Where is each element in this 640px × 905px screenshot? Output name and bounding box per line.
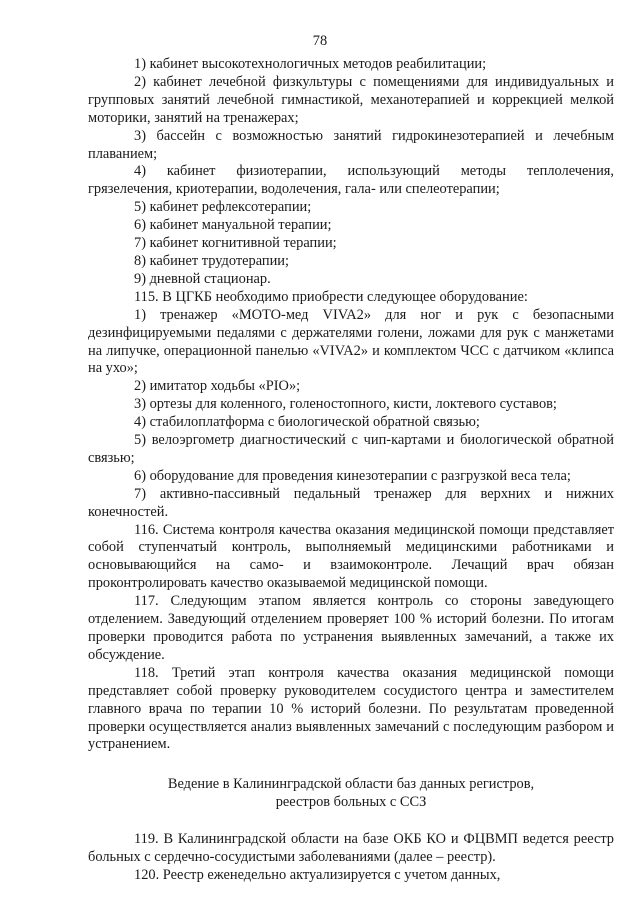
section-heading-line: реестров больных с ССЗ xyxy=(275,794,427,811)
section-heading-line: Ведение в Калининградской области баз данных регистров, xyxy=(167,776,535,793)
numbered-paragraph: 115. В ЦГКБ необходимо приобрести следующее оборудование: xyxy=(134,288,528,305)
list-item: 3) бассейн с возможностью занятий гидрокинезотерапией и лечебным плаванием; xyxy=(88,127,614,162)
list-item: 2) кабинет лечебной физкультуры с помещениями для индивидуальных и групповых занятий лечебной гимнастикой, механотерапией и коррекцией мелкой моторики, занятий на тренажерах; xyxy=(88,73,614,126)
numbered-paragraph: 120. Реестр еженедельно актуализируется с учетом данных, xyxy=(134,866,501,883)
list-item: 6) кабинет мануальной терапии; xyxy=(134,217,332,234)
document-body xyxy=(88,56,614,885)
list-item: 5) велоэргометр диагностический с чип-картами и биологической обратной связью; xyxy=(88,432,614,466)
page-number: 78 xyxy=(312,33,328,49)
list-item: 5) кабинет рефлексотерапии; xyxy=(134,199,312,216)
list-item: 8) кабинет трудотерапии; xyxy=(134,252,290,269)
section-heading xyxy=(88,776,614,812)
numbered-paragraph: 118. Третий этап контроля качества оказания медицинской помощи представляет собой проверку руководителем сосудистого центра и заместителем главного врача по терапии 10 % историй болезни. По результатам проведенной проверки осуществляется анализ выявленных замечаний с последующим разбором и устранением. xyxy=(88,664,614,753)
list-item: 1) кабинет высокотехнологичных методов реабилитации; xyxy=(134,56,487,72)
numbered-paragraph: 116. Система контроля качества оказания медицинской помощи представляет собой ступенчатый контроль, выполняемый медицинскими работниками и основывающийся на само- и взаимоконтроле. Лечащий врач обязан проконтролировать качество оказываемой медицинской помощи. xyxy=(88,521,614,592)
numbered-paragraph: 117. Следующим этапом является контроль со стороны заведующего отделением. Заведующий отделением проверяет 100 % историй болезни. По итогам проверки проводится работа по устранения выявленных замечаний, а также их обсуждение. xyxy=(88,593,614,663)
list-item: 4) кабинет физиотерапии, использующий методы теплолечения, грязелечения, криотерапии, водолечения, гала- или спелеотерапии; xyxy=(88,163,614,198)
list-item: 3) ортезы для коленного, голеностопного, кисти, локтевого суставов; xyxy=(134,396,557,413)
list-item: 4) стабилоплатформа с биологической обратной связью; xyxy=(134,414,480,431)
list-item: 6) оборудование для проведения кинезотерапии с разгрузкой веса тела; xyxy=(134,467,571,484)
list-item: 1) тренажер «МОТО-мед VIVA2» для ног и рук с безопасными дезинфицируемыми педалями с держателями голени, ложами для рук с манжетами на липучке, операционной панелью «VIVA2» и комплектом ЧСС с датчиком «клипса на ухо»; xyxy=(88,306,614,377)
numbered-paragraph: 119. В Калининградской области на базе ОКБ КО и ФЦВМП ведется реестр больных с сердечно-сосудистыми заболеваниями (далее – реестр). xyxy=(88,831,614,866)
list-item: 7) кабинет когнитивной терапии; xyxy=(134,235,337,252)
list-item: 2) имитатор ходьбы «PIO»; xyxy=(134,378,301,395)
list-item: 7) активно-пассивный педальный тренажер для верхних и нижних конечностей. xyxy=(88,485,614,520)
list-item: 9) дневной стационар. xyxy=(134,270,271,287)
